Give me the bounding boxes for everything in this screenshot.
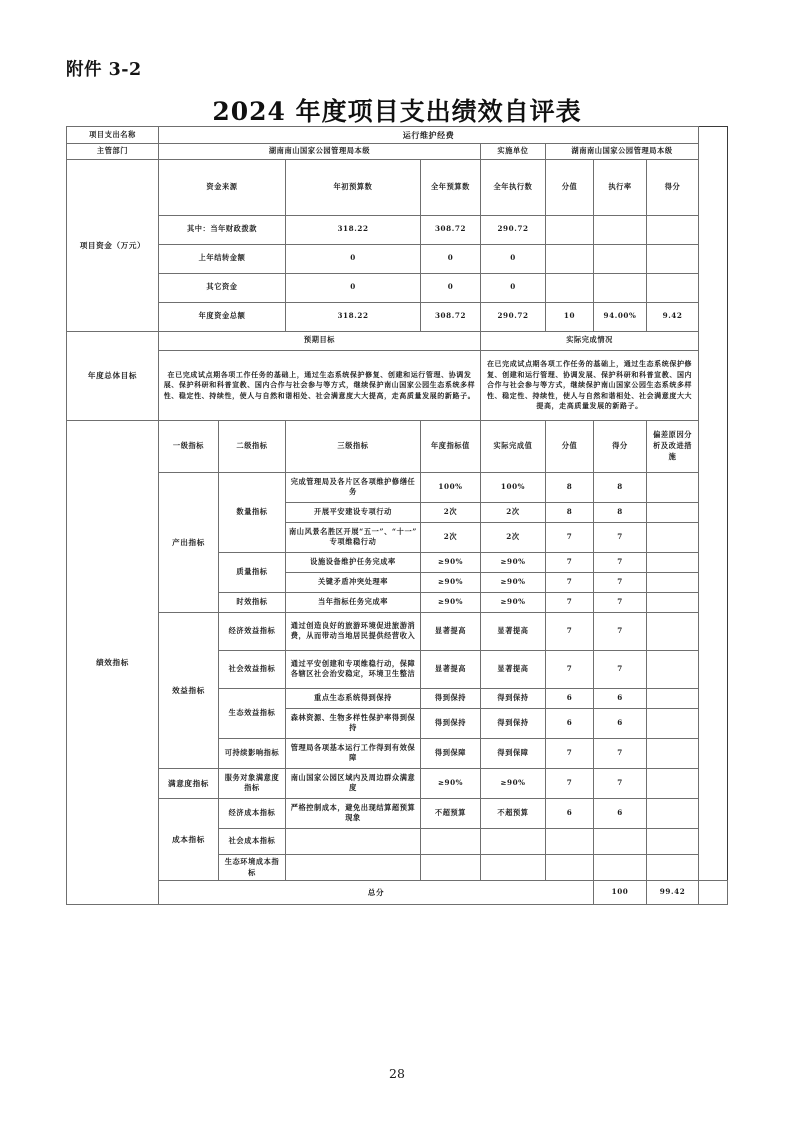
col-header-actual-value: 实际完成值 [481,420,546,472]
deviation-note [647,650,699,688]
level3-indicator: 完成管理局及各片区各项维护修缮任务 [286,472,421,502]
target-value: 得到保持 [421,688,481,708]
col-header-target-value: 年度指标值 [421,420,481,472]
level1-output: 产出指标 [159,472,219,612]
level3-indicator: 开展平安建设专项行动 [286,502,421,522]
table-row-total [67,881,728,905]
weight-value: 7 [546,768,594,798]
table-row-performance-headers [67,420,728,472]
funding-execution-rate-1 [594,244,647,273]
actual-value: 100% [481,472,546,502]
table-row [67,768,728,798]
funding-annual-executed-0: 290.72 [481,215,546,244]
col-header-score: 得分 [647,159,699,215]
level2-economic-benefit: 经济效益指标 [219,612,286,650]
level2-quantity: 数量指标 [219,472,286,552]
funding-annual-budget-0: 308.72 [421,215,481,244]
level3-indicator: 森林资源、生物多样性保护率得到保持 [286,708,421,738]
level3-indicator: 管理局各项基本运行工作得到有效保障 [286,738,421,768]
funding-initial-budget-2: 0 [286,273,421,302]
funding-annual-executed-3: 290.72 [481,302,546,331]
score-value [594,854,647,881]
actual-value [481,854,546,881]
target-value: ≥90% [421,592,481,612]
weight-value: 6 [546,708,594,738]
weight-value: 7 [546,612,594,650]
actual-value: ≥90% [481,552,546,572]
table-row-funding-total [67,302,728,331]
actual-value: 得到保持 [481,688,546,708]
deviation-note [647,738,699,768]
target-value: 得到保持 [421,708,481,738]
target-value [421,854,481,881]
implementing-unit-value: 湖南南山国家公园管理局本级 [546,144,699,160]
weight-value: 8 [546,472,594,502]
project-name-label: 项目支出名称 [67,127,159,144]
weight-value: 6 [546,798,594,828]
target-value: 得到保障 [421,738,481,768]
expected-goal-text: 在已完成试点期各项工作任务的基础上，通过生态系统保护修复、创建和运行管理、协调发展、保护科研和科普宣教、国内合作与社会参与等方式，继续保护南山国家公园生态系统多样性、稳定性、持续性，使人与自然和谐相处、社会满意度大大提高，走高质量发展的新路子。 [159,350,481,420]
score-value: 7 [594,738,647,768]
col-header-score: 得分 [594,420,647,472]
total-weight: 100 [594,881,647,905]
weight-value: 6 [546,688,594,708]
level3-indicator [286,854,421,881]
table-row [67,612,728,650]
score-value: 7 [594,650,647,688]
funding-annual-executed-1: 0 [481,244,546,273]
funding-annual-budget-2: 0 [421,273,481,302]
page-number: 28 [389,1066,405,1081]
funding-annual-executed-2: 0 [481,273,546,302]
funding-score-1 [647,244,699,273]
score-value: 6 [594,798,647,828]
implementing-unit-label: 实施单位 [481,144,546,160]
deviation-note [647,612,699,650]
level3-indicator: 通过创造良好的旅游环境促进旅游消费，从而带动当地居民提供经营收入 [286,612,421,650]
annual-goal-section-label: 年度总体目标 [67,331,159,420]
score-value: 7 [594,572,647,592]
actual-value: 不超预算 [481,798,546,828]
performance-section-label: 绩效指标 [67,420,159,905]
level3-indicator: 关键矛盾冲突处理率 [286,572,421,592]
actual-value: ≥90% [481,768,546,798]
deviation-note [647,592,699,612]
col-header-score-value: 分值 [546,159,594,215]
deviation-note [647,552,699,572]
target-value: ≥90% [421,768,481,798]
weight-value [546,828,594,854]
total-deviation [699,881,728,905]
level3-indicator: 南山风景名胜区开展“五一”、“十一”专项维稳行动 [286,522,421,552]
funding-source-1: 上年结转金额 [159,244,286,273]
col-header-level3: 三级指标 [286,420,421,472]
score-value: 6 [594,688,647,708]
performance-self-evaluation-table [66,126,728,905]
funding-execution-rate-3: 94.00% [594,302,647,331]
target-value: 显著提高 [421,650,481,688]
funding-score-2 [647,273,699,302]
funding-execution-rate-2 [594,273,647,302]
table-row-funding-carryover [67,244,728,273]
funding-initial-budget-3: 318.22 [286,302,421,331]
col-header-execution-rate: 执行率 [594,159,647,215]
level2-service-satisfaction: 服务对象满意度指标 [219,768,286,798]
target-value: 100% [421,472,481,502]
deviation-note [647,688,699,708]
weight-value: 7 [546,522,594,552]
level1-cost: 成本指标 [159,798,219,881]
page-title: 2024 年度项目支出绩效自评表 [212,97,582,126]
deviation-note [647,828,699,854]
deviation-note [647,798,699,828]
level2-timeliness: 时效指标 [219,592,286,612]
table-row-funding-other [67,273,728,302]
table-body [67,127,728,905]
funding-score-3: 9.42 [647,302,699,331]
target-value: ≥90% [421,572,481,592]
deviation-note [647,854,699,881]
total-label: 总分 [159,881,594,905]
funding-execution-rate-0 [594,215,647,244]
project-name-value: 运行维护经费 [159,127,699,144]
funding-score-value-0 [546,215,594,244]
weight-value: 7 [546,572,594,592]
target-value: 不超预算 [421,798,481,828]
table-row-goal-headers [67,331,728,350]
deviation-note [647,502,699,522]
table-row-project-name [67,127,728,144]
level2-social-benefit: 社会效益指标 [219,650,286,688]
actual-value: 得到保障 [481,738,546,768]
attachment-label: 附件 3-2 [66,60,142,80]
score-value: 7 [594,552,647,572]
weight-value: 8 [546,502,594,522]
score-value: 7 [594,612,647,650]
col-header-deviation: 偏差原因分析及改进措施 [647,420,699,472]
level2-quality: 质量指标 [219,552,286,592]
actual-value: ≥90% [481,572,546,592]
col-header-level2: 二级指标 [219,420,286,472]
table-row-funding-headers [67,159,728,215]
actual-value: ≥90% [481,592,546,612]
actual-value: 显著提高 [481,650,546,688]
weight-value: 7 [546,738,594,768]
weight-value: 7 [546,650,594,688]
supervising-dept-label: 主管部门 [67,144,159,160]
funding-annual-budget-1: 0 [421,244,481,273]
weight-value: 7 [546,592,594,612]
score-value [594,828,647,854]
funding-score-value-3: 10 [546,302,594,331]
actual-value: 显著提高 [481,612,546,650]
deviation-note [647,472,699,502]
supervising-dept-value: 湖南南山国家公园管理局本级 [159,144,481,160]
funding-initial-budget-0: 318.22 [286,215,421,244]
table-row-goal-content [67,350,728,420]
project-funding-section-label: 项目资金（万元） [67,159,159,331]
score-value: 7 [594,592,647,612]
weight-value [546,854,594,881]
funding-source-2: 其它资金 [159,273,286,302]
level1-satisfaction: 满意度指标 [159,768,219,798]
actual-value [481,828,546,854]
actual-result-header: 实际完成情况 [481,331,699,350]
funding-score-value-2 [546,273,594,302]
score-value: 7 [594,522,647,552]
total-score: 99.42 [647,881,699,905]
score-value: 6 [594,708,647,738]
funding-score-0 [647,215,699,244]
score-value: 8 [594,502,647,522]
col-header-funding-source: 资金来源 [159,159,286,215]
level3-indicator: 南山国家公园区域内及周边群众满意度 [286,768,421,798]
score-value: 8 [594,472,647,502]
actual-value: 得到保持 [481,708,546,738]
actual-result-text: 在已完成试点期各项工作任务的基础上，通过生态系统保护修复、创建和运行管理、协调发展、保护科研和科普宣教、国内合作与社会参与等方式，继续保护南山国家公园生态系统多样性、稳定性、持续性，使人与自然和谐相处、社会满意度大大提高，走高质量发展的新路子。 [481,350,699,420]
funding-source-0: 其中：当年财政拨款 [159,215,286,244]
level3-indicator: 当年指标任务完成率 [286,592,421,612]
table-row-funding-current-year [67,215,728,244]
col-header-initial-budget: 年初预算数 [286,159,421,215]
actual-value: 2次 [481,522,546,552]
level3-indicator: 设施设备维护任务完成率 [286,552,421,572]
level3-indicator: 重点生态系统得到保持 [286,688,421,708]
level1-benefit: 效益指标 [159,612,219,768]
level2-economic-cost: 经济成本指标 [219,798,286,828]
target-value: 2次 [421,522,481,552]
level3-indicator: 严格控制成本，避免出现结算超预算现象 [286,798,421,828]
col-header-weight: 分值 [546,420,594,472]
target-value: ≥90% [421,552,481,572]
col-header-level1: 一级指标 [159,420,219,472]
funding-source-3: 年度资金总额 [159,302,286,331]
table-row [67,472,728,502]
deviation-note [647,768,699,798]
table-row-supervising-department [67,144,728,160]
funding-initial-budget-1: 0 [286,244,421,273]
funding-score-value-1 [546,244,594,273]
level2-sustainability: 可持续影响指标 [219,738,286,768]
deviation-note [647,572,699,592]
actual-value: 2次 [481,502,546,522]
deviation-note [647,708,699,738]
col-header-annual-executed: 全年执行数 [481,159,546,215]
deviation-note [647,522,699,552]
level2-ecological-benefit: 生态效益指标 [219,688,286,738]
expected-goal-header: 预期目标 [159,331,481,350]
level3-indicator: 通过平安创建和专项维稳行动，保障各辖区社会治安稳定，环境卫生整洁 [286,650,421,688]
col-header-annual-budget: 全年预算数 [421,159,481,215]
table-row [67,798,728,828]
level3-indicator [286,828,421,854]
target-value: 显著提高 [421,612,481,650]
level2-social-cost: 社会成本指标 [219,828,286,854]
target-value [421,828,481,854]
level2-ecological-cost: 生态环境成本指标 [219,854,286,881]
funding-annual-budget-3: 308.72 [421,302,481,331]
target-value: 2次 [421,502,481,522]
weight-value: 7 [546,552,594,572]
score-value: 7 [594,768,647,798]
